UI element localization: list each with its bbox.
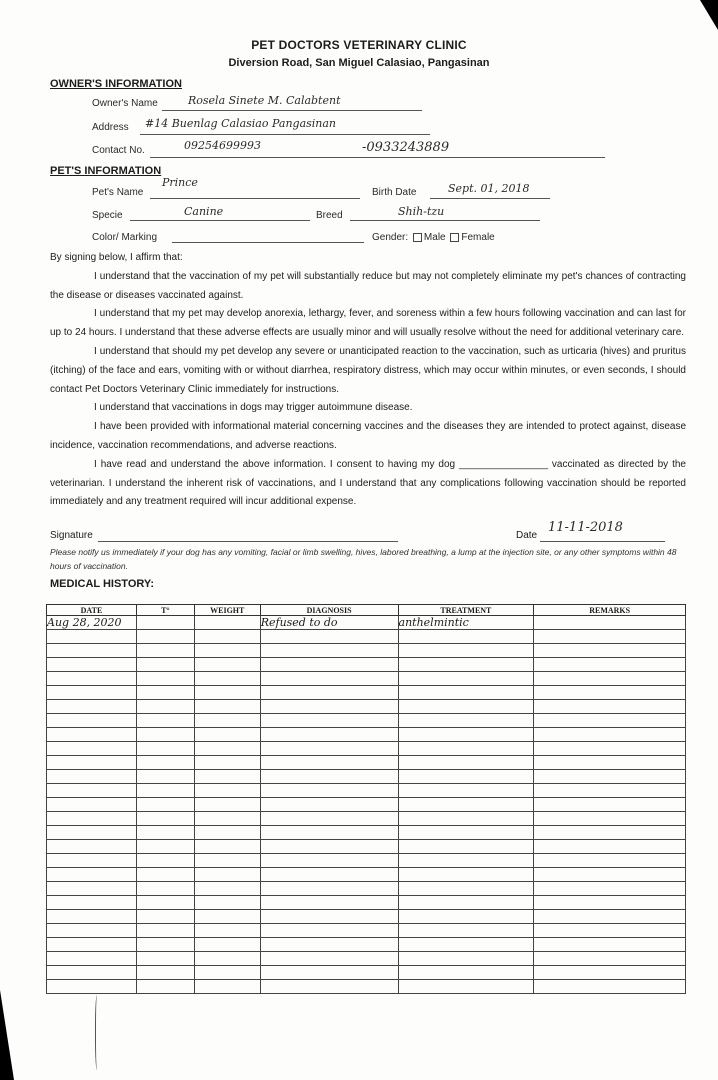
table-cell: [136, 924, 194, 938]
table-cell: [260, 742, 398, 756]
birth-date-line: [430, 198, 550, 199]
table-cell: [398, 756, 534, 770]
specie-line: [130, 220, 310, 221]
table-cell: [534, 658, 686, 672]
table-cell: [194, 826, 260, 840]
table-cell: [47, 896, 137, 910]
breed-line: [350, 220, 540, 221]
table-cell: [260, 644, 398, 658]
table-cell: [398, 840, 534, 854]
table-cell: [47, 826, 137, 840]
table-cell: [47, 980, 137, 994]
table-cell: [194, 700, 260, 714]
clinic-name: PET DOCTORS VETERINARY CLINIC: [251, 38, 467, 52]
address-value: #14 Buenlag Calasiao Pangasinan: [145, 117, 337, 130]
table-cell: [136, 826, 194, 840]
table-cell: [194, 672, 260, 686]
date-value: 11-11-2018: [548, 520, 623, 535]
table-cell: [136, 714, 194, 728]
table-cell: [398, 854, 534, 868]
owner-name-label: Owner's Name: [92, 98, 158, 109]
consent-intro: By signing below, I affirm that:: [50, 252, 183, 263]
contact-value-2: -0933243889: [362, 140, 450, 155]
table-row: [47, 700, 686, 714]
pet-name-value: Prince: [162, 176, 198, 189]
table-cell: [136, 644, 194, 658]
table-cell: [260, 686, 398, 700]
row-date: Aug 28, 2020: [47, 616, 137, 630]
table-cell: [260, 672, 398, 686]
table-cell: [194, 630, 260, 644]
row-diagnosis: Refused to do: [260, 616, 398, 630]
table-cell: [260, 882, 398, 896]
table-row: [47, 938, 686, 952]
table-cell: [136, 658, 194, 672]
table-cell: [194, 728, 260, 742]
table-cell: [136, 672, 194, 686]
row-remarks: [534, 616, 686, 630]
breed-value: Shih-tzu: [398, 205, 445, 218]
table-cell: [136, 868, 194, 882]
table-row: [47, 784, 686, 798]
table-cell: [47, 966, 137, 980]
table-cell: [260, 756, 398, 770]
table-cell: [194, 686, 260, 700]
table-cell: [260, 896, 398, 910]
table-cell: [47, 868, 137, 882]
specie-value: Canine: [184, 205, 224, 218]
table-cell: [260, 840, 398, 854]
table-row: [47, 798, 686, 812]
table-cell: [398, 700, 534, 714]
pen-mark: [95, 995, 100, 1070]
signature-label: Signature: [50, 530, 93, 541]
table-cell: [136, 840, 194, 854]
table-cell: [194, 798, 260, 812]
table-cell: [398, 938, 534, 952]
table-row: [47, 980, 686, 994]
table-cell: [398, 798, 534, 812]
column-header-temperature: T°: [136, 605, 194, 616]
table-cell: [260, 728, 398, 742]
gender-label: Gender: [372, 232, 406, 243]
table-cell: [194, 868, 260, 882]
table-cell: [47, 840, 137, 854]
table-cell: [534, 910, 686, 924]
table-cell: [260, 812, 398, 826]
table-cell: [47, 854, 137, 868]
table-cell: [398, 896, 534, 910]
table-cell: [47, 742, 137, 756]
column-header-weight: WEIGHT: [194, 605, 260, 616]
table-cell: [136, 700, 194, 714]
table-cell: [194, 714, 260, 728]
table-row: [47, 658, 686, 672]
table-cell: [194, 924, 260, 938]
table-cell: [47, 630, 137, 644]
table-cell: [534, 798, 686, 812]
table-row: [47, 728, 686, 742]
table-cell: [260, 630, 398, 644]
table-cell: [260, 798, 398, 812]
table-row: [47, 644, 686, 658]
color-marking-label: Color/ Marking: [92, 232, 158, 243]
table-cell: [194, 770, 260, 784]
table-cell: [260, 770, 398, 784]
table-cell: [47, 882, 137, 896]
table-cell: [534, 868, 686, 882]
table-cell: [194, 742, 260, 756]
table-row: [47, 686, 686, 700]
table-cell: [194, 966, 260, 980]
table-cell: [534, 826, 686, 840]
table-row: [47, 742, 686, 756]
table-cell: [136, 812, 194, 826]
birth-date-label: Birth Date: [372, 187, 417, 198]
pet-name-line: [150, 198, 360, 199]
table-row: [47, 952, 686, 966]
table-cell: [194, 644, 260, 658]
table-cell: [47, 798, 137, 812]
table-cell: [136, 630, 194, 644]
table-cell: [260, 980, 398, 994]
signature-line: [98, 541, 398, 542]
column-header-date: DATE: [47, 605, 137, 616]
table-cell: [534, 728, 686, 742]
table-cell: [398, 882, 534, 896]
owner-section-title: OWNER'S INFORMATION: [50, 78, 182, 90]
aftercare-note: Please notify us immediately if your dog has any vomiting, facial or limb swelling, hives, labored breathing, a lump at the injection site, or any other symptoms within 48 hours of vaccination.: [50, 547, 677, 571]
table-row: [47, 868, 686, 882]
table-cell: [534, 840, 686, 854]
table-cell: [398, 714, 534, 728]
table-cell: [194, 896, 260, 910]
table-cell: [194, 784, 260, 798]
consent-paragraph-3: I understand that should my pet develop any severe or unanticipated reaction to the vaccination, such as urticaria (hives) and pruritus (itching) of the face and ears, vomiting with or without diarrhea, respiratory distress, which may occur within minutes, or even seconds, I should contact Pet Doctors Veterinary Clinic immediately for instructions.: [50, 345, 686, 395]
table-cell: [136, 910, 194, 924]
table-row: [47, 616, 686, 630]
table-cell: [136, 896, 194, 910]
table-cell: [398, 742, 534, 756]
medical-history-title: MEDICAL HISTORY:: [50, 578, 155, 590]
table-cell: [534, 966, 686, 980]
row-temperature: [136, 616, 194, 630]
consent-paragraph-5: I have been provided with informational material concerning vaccines and the diseases they are intended to protect against, disease incidence, vaccination recommendations, and adverse reactions.: [50, 421, 686, 451]
table-cell: [194, 882, 260, 896]
table-cell: [47, 644, 137, 658]
table-cell: [136, 798, 194, 812]
table-cell: [534, 980, 686, 994]
table-cell: [398, 644, 534, 658]
table-cell: [260, 938, 398, 952]
consent-section: [50, 249, 686, 512]
gender-male-label: Male: [423, 232, 446, 243]
table-cell: [194, 812, 260, 826]
table-cell: [398, 966, 534, 980]
consent-paragraph-6: I have read and understand the above information. I consent to having my dog ________________ vaccinated as directed by the veterinarian. I understand the inherent risk of vaccinations, and I understand that any complications following vaccination should be reported immediately and any treatment required will incur additional expense.: [50, 458, 686, 508]
table-cell: [534, 938, 686, 952]
table-cell: [136, 728, 194, 742]
gender-field: Gender: Male Female: [372, 232, 495, 243]
column-header-diagnosis: DIAGNOSIS: [260, 605, 398, 616]
contact-label: Contact No.: [92, 145, 145, 156]
table-cell: [398, 924, 534, 938]
gender-female-label: Female: [461, 232, 495, 243]
table-cell: [136, 756, 194, 770]
pet-name-label: Pet's Name: [92, 187, 144, 198]
table-cell: [47, 924, 137, 938]
column-header-treatment: TREATMENT: [398, 605, 534, 616]
owner-name-line: [162, 110, 422, 111]
table-cell: [534, 952, 686, 966]
medical-history-table: [46, 604, 686, 994]
column-header-remarks: REMARKS: [534, 605, 686, 616]
table-cell: [534, 714, 686, 728]
table-cell: [398, 826, 534, 840]
table-cell: [47, 784, 137, 798]
table-row: [47, 630, 686, 644]
owner-name-value: Rosela Sinete M. Calabtent: [188, 94, 341, 107]
row-weight: [194, 616, 260, 630]
consent-paragraph-2: I understand that my pet may develop anorexia, lethargy, fever, and soreness within a few hours following vaccination and can last for up to 24 hours. I understand that these adverse effects are usually minor and will usually resolve without the need for additional veterinary care.: [50, 308, 686, 339]
consent-paragraph-1: I understand that the vaccination of my pet will substantially reduce but may not completely eliminate my pet's chances of contracting the disease or diseases vaccinated against.: [50, 270, 686, 301]
table-cell: [534, 742, 686, 756]
table-cell: [260, 966, 398, 980]
table-cell: [47, 700, 137, 714]
row-treatment: anthelmintic: [398, 616, 534, 630]
table-cell: [398, 952, 534, 966]
table-row: [47, 924, 686, 938]
table-cell: [534, 882, 686, 896]
table-cell: [398, 686, 534, 700]
male-checkbox[interactable]: [413, 233, 422, 242]
scan-corner-shadow: [0, 990, 14, 1080]
scan-corner-shadow: [700, 0, 718, 30]
table-cell: [47, 686, 137, 700]
consent-paragraph-4: I understand that vaccinations in dogs may trigger autoimmune disease.: [94, 402, 413, 414]
table-row: [47, 840, 686, 854]
table-cell: [534, 812, 686, 826]
female-checkbox[interactable]: [450, 233, 459, 242]
table-cell: [136, 882, 194, 896]
contact-value-1: 09254699993: [184, 139, 261, 152]
table-cell: [136, 854, 194, 868]
table-cell: [534, 924, 686, 938]
table-cell: [534, 672, 686, 686]
table-cell: [47, 728, 137, 742]
table-cell: [136, 966, 194, 980]
table-cell: [260, 658, 398, 672]
table-cell: [534, 784, 686, 798]
table-cell: [398, 868, 534, 882]
table-row: [47, 910, 686, 924]
table-cell: [136, 980, 194, 994]
table-row: [47, 854, 686, 868]
contact-line: [150, 157, 605, 158]
table-cell: [534, 644, 686, 658]
table-cell: [136, 938, 194, 952]
table-cell: [534, 896, 686, 910]
birth-date-value: Sept. 01, 2018: [448, 182, 530, 195]
table-cell: [194, 980, 260, 994]
table-cell: [194, 938, 260, 952]
table-cell: [398, 784, 534, 798]
table-row: [47, 756, 686, 770]
table-row: [47, 826, 686, 840]
table-cell: [398, 910, 534, 924]
table-cell: [136, 770, 194, 784]
table-cell: [534, 756, 686, 770]
table-cell: [260, 924, 398, 938]
table-cell: [534, 700, 686, 714]
pet-section-title: PET'S INFORMATION: [50, 165, 162, 177]
table-cell: [534, 630, 686, 644]
table-row: [47, 672, 686, 686]
table-cell: [194, 840, 260, 854]
table-cell: [260, 952, 398, 966]
breed-label: Breed: [316, 210, 343, 221]
table-cell: [47, 812, 137, 826]
address-line: [140, 134, 430, 135]
table-row: [47, 812, 686, 826]
table-cell: [47, 756, 137, 770]
table-cell: [136, 742, 194, 756]
table-cell: [260, 910, 398, 924]
table-cell: [398, 630, 534, 644]
table-cell: [47, 770, 137, 784]
table-cell: [398, 812, 534, 826]
table-cell: [398, 672, 534, 686]
table-row: [47, 714, 686, 728]
table-cell: [136, 952, 194, 966]
table-cell: [194, 658, 260, 672]
table-cell: [398, 770, 534, 784]
date-line: [540, 541, 665, 542]
table-cell: [534, 854, 686, 868]
table-header-row: [47, 605, 686, 616]
table-cell: [136, 686, 194, 700]
table-row: [47, 882, 686, 896]
table-cell: [398, 658, 534, 672]
table-cell: [534, 686, 686, 700]
table-cell: [260, 868, 398, 882]
table-cell: [47, 658, 137, 672]
table-cell: [260, 854, 398, 868]
table-cell: [194, 910, 260, 924]
table-cell: [47, 938, 137, 952]
table-cell: [194, 952, 260, 966]
table-cell: [260, 714, 398, 728]
address-label: Address: [92, 122, 129, 133]
table-cell: [398, 980, 534, 994]
color-marking-line: [172, 242, 364, 243]
table-cell: [47, 910, 137, 924]
table-cell: [260, 826, 398, 840]
table-cell: [194, 756, 260, 770]
clinic-address: Diversion Road, San Miguel Calasiao, Pangasinan: [228, 57, 490, 69]
table-row: [47, 896, 686, 910]
table-row: [47, 770, 686, 784]
table-cell: [136, 784, 194, 798]
table-cell: [534, 770, 686, 784]
table-cell: [47, 672, 137, 686]
table-cell: [47, 952, 137, 966]
table-cell: [260, 700, 398, 714]
specie-label: Specie: [92, 210, 123, 221]
table-cell: [398, 728, 534, 742]
table-cell: [194, 854, 260, 868]
table-cell: [260, 784, 398, 798]
date-label: Date: [516, 530, 538, 541]
table-cell: [47, 714, 137, 728]
table-row: [47, 966, 686, 980]
